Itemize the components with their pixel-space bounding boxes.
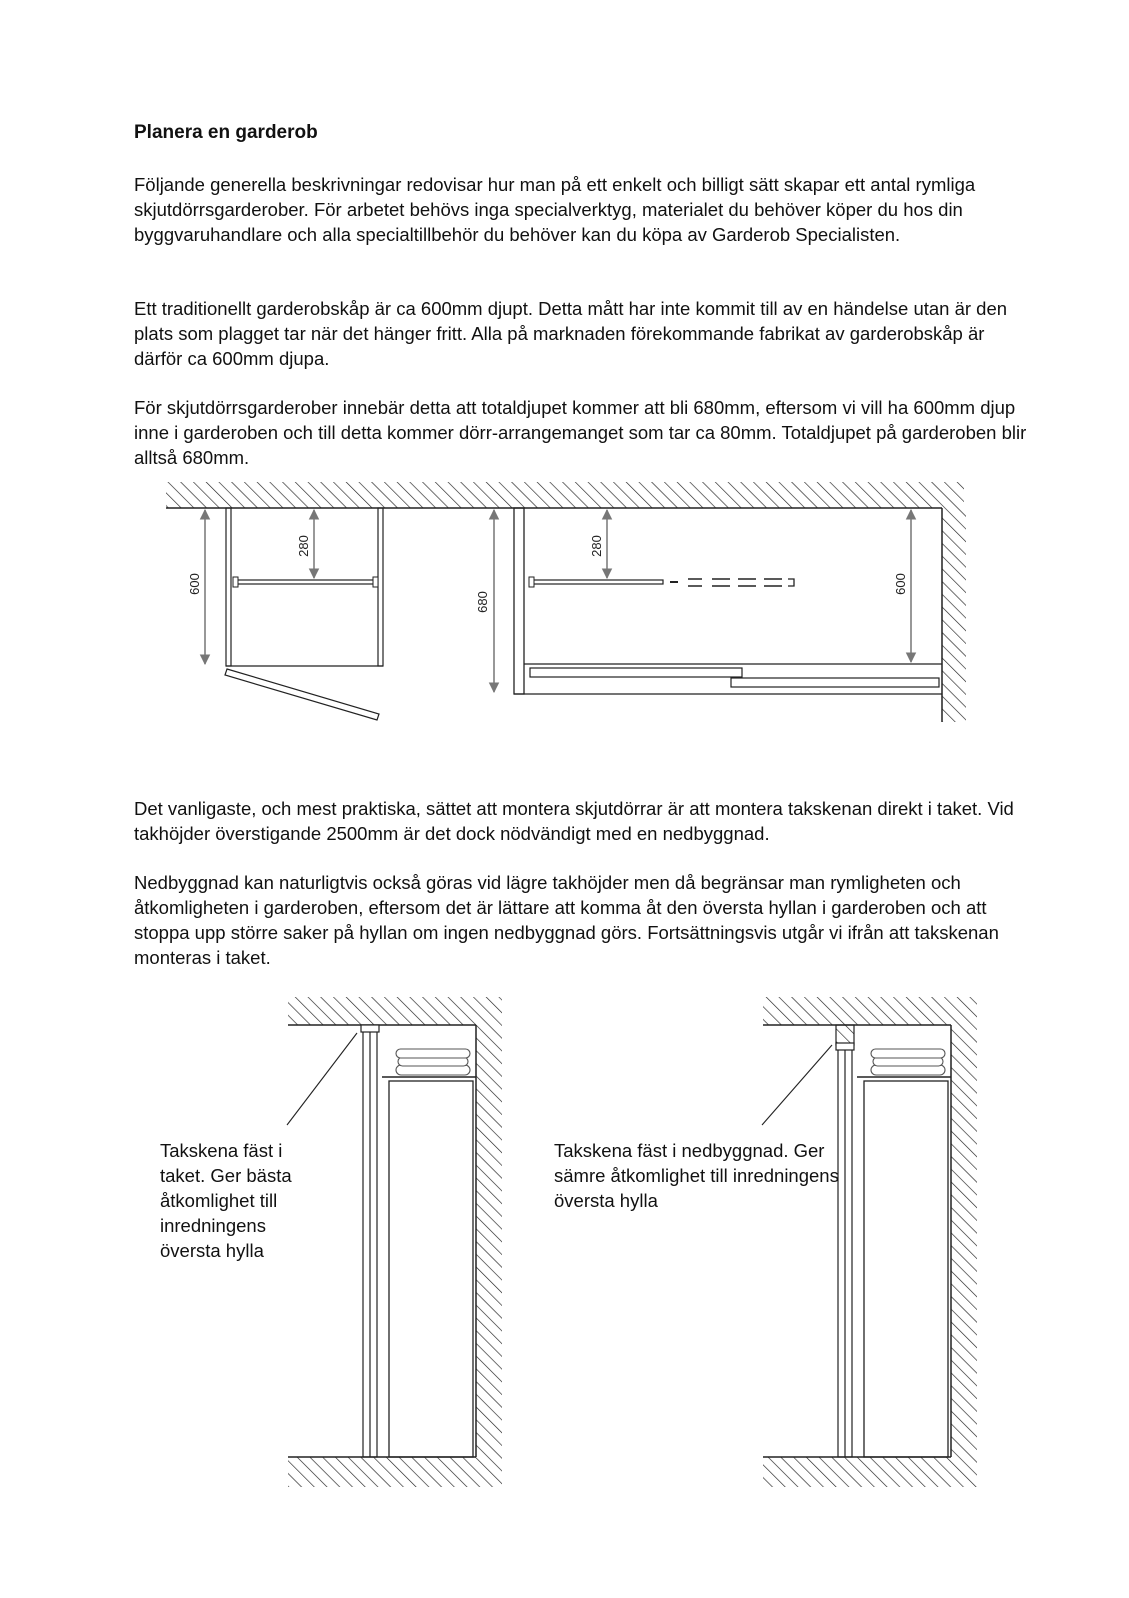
callout-ceiling-rail: Takskena fäst i taket. Ger bästa åtkomlighet till inredningens översta hylla: [160, 1140, 292, 1261]
sliding-door-front: [530, 668, 742, 677]
callout-leader: [287, 1033, 357, 1125]
clothes-rail: [533, 580, 663, 584]
rail-in-soffit-section: [762, 997, 977, 1487]
soffit-rail: [836, 1043, 854, 1050]
dim-right-total: 680: [475, 591, 490, 613]
soffit-box: [836, 1025, 854, 1045]
callout-soffit-rail: Takskena fäst i nedbyggnad. Ger sämre åtkomlighet till inredningens översta hylla: [554, 1140, 839, 1211]
sliding-door-wardrobe: [514, 508, 942, 694]
callout-leader: [762, 1045, 832, 1125]
mounting-paragraph: Det vanligaste, och mest praktiska, sättet att montera skjutdörrar är att montera takskenan direkt i taket. Vid takhöjder överstigande 2500mm är det dock nödvändigt med en nedbyggnad.: [134, 798, 1014, 844]
sliding-door-back: [731, 678, 939, 687]
folded-towels: [871, 1049, 945, 1075]
clothes-rail: [236, 580, 375, 584]
wall-hatch: [942, 508, 966, 722]
soffit-paragraph: Nedbyggnad kan naturligtvis också göras vid lägre takhöjder men då begränsar man rymligheten och åtkomligheten i garderoben, eftersom det är lättare att komma åt den översta hyllan i garderoben och att stoppa upp större saker på hyllan om ingen nedbyggnad görs. Fortsättningsvis utgår vi ifrån att takskenan monteras i taket.: [134, 872, 999, 968]
dim-left-rail: 280: [296, 535, 311, 557]
dim-left-depth: 600: [187, 573, 202, 595]
depth-comparison-diagram: [0, 480, 1129, 740]
page-title: Planera en garderob: [134, 122, 318, 143]
ceiling-hatch: [166, 482, 964, 508]
dim-right-rail: 280: [589, 535, 604, 557]
folded-towels: [396, 1049, 470, 1075]
ceiling-rail: [361, 1025, 379, 1032]
depth-paragraph: Ett traditionellt garderobskåp är ca 600mm djupt. Detta mått har inte kommit till av en händelse utan är den plats som plagget tar när det hänger fritt. Alla på marknaden förekommande fabrikat av garderobskåp är därför ca 600mm djupa.: [134, 298, 1008, 369]
total-depth-paragraph: För skjutdörrsgarderober innebär detta att totaldjupet kommer att bli 680mm, eftersom vi vill ha 600mm djup inne i garderoben och till detta kommer dörr-arrangemanget som tar ca 80mm. Totaldjupet på garderoben blir alltså 680mm.: [134, 397, 1027, 468]
interior-cabinet: [389, 1081, 473, 1457]
interior-cabinet: [864, 1081, 948, 1457]
open-hinged-door: [225, 669, 379, 720]
dim-right-depth: 600: [893, 573, 908, 595]
intro-paragraph: Följande generella beskrivningar redovisar hur man på ett enkelt och billigt sätt skapar ett antal rymliga skjutdörrsgarderober. För arbetet behövs inga specialverktyg, materialet du behöver köper du hos din byggvaruhandlare och alla specialtillbehör du behöver kan du köpa av Garderob Specialisten.: [134, 174, 976, 245]
